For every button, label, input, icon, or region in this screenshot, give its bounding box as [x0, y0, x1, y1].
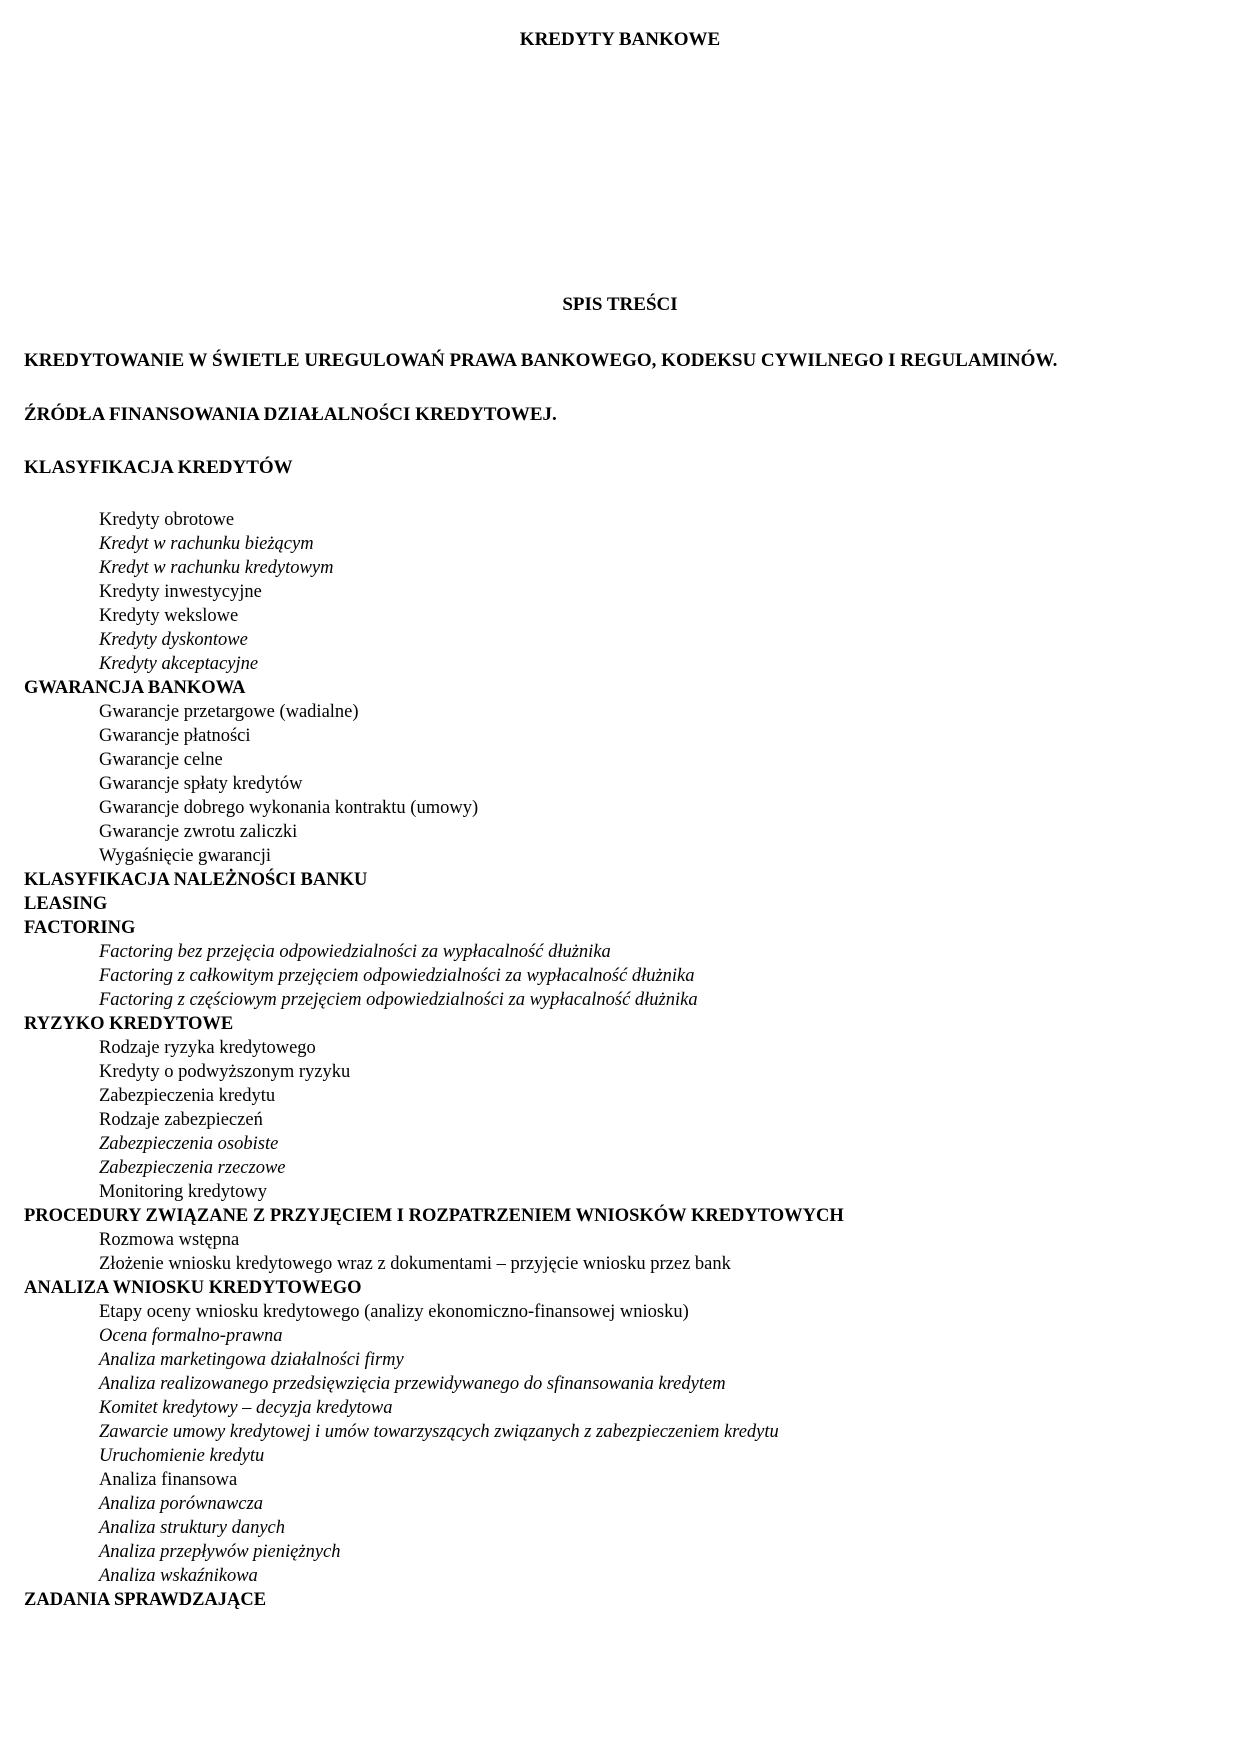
toc-section-heading: ANALIZA WNIOSKU KREDYTOWEGO — [24, 1278, 362, 1298]
document-title: KREDYTY BANKOWE — [519, 29, 721, 50]
toc-entry: Rodzaje zabezpieczeń — [99, 1110, 263, 1130]
toc-entry: Zabezpieczenia kredytu — [99, 1086, 276, 1106]
toc-section-heading: LEASING — [24, 894, 108, 914]
toc-entry: Kredyty wekslowe — [99, 606, 239, 626]
toc-entry: Kredyt w rachunku kredytowym — [99, 558, 334, 578]
toc-section-zrodla-finansowania: ŹRÓDŁA FINANSOWANIA DZIAŁALNOŚCI KREDYTOWEJ. — [24, 404, 557, 425]
toc-entry: Zawarcie umowy kredytowej i umów towarzyszących związanych z zabezpieczeniem kredytu — [99, 1422, 779, 1442]
toc-entry: Gwarancje przetargowe (wadialne) — [99, 702, 359, 722]
toc-section-heading: PROCEDURY ZWIĄZANE Z PRZYJĘCIEM I ROZPATRZENIEM WNIOSKÓW KREDYTOWYCH — [24, 1206, 844, 1226]
toc-entry: Zabezpieczenia osobiste — [99, 1134, 279, 1154]
toc-entry: Factoring z całkowitym przejęciem odpowiedzialności za wypłacalność dłużnika — [99, 966, 695, 986]
toc-entry: Analiza porównawcza — [99, 1494, 263, 1514]
toc-entry: Kredyty obrotowe — [99, 510, 235, 530]
toc-entry: Monitoring kredytowy — [99, 1182, 268, 1202]
toc-entry: Gwarancje dobrego wykonania kontraktu (umowy) — [99, 798, 479, 818]
toc-entry: Etapy oceny wniosku kredytowego (analizy ekonomiczno-finansowej wniosku) — [99, 1302, 689, 1322]
toc-entry: Kredyty dyskontowe — [99, 630, 248, 650]
toc-entry: Analiza wskaźnikowa — [99, 1566, 258, 1586]
toc-entry: Gwarancje celne — [99, 750, 223, 770]
toc-entry: Rozmowa wstępna — [99, 1230, 240, 1250]
toc-section-klasyfikacja-kredytow: KLASYFIKACJA KREDYTÓW — [24, 457, 293, 478]
toc-entry: Zabezpieczenia rzeczowe — [99, 1158, 286, 1178]
toc-entry: Gwarancje zwrotu zaliczki — [99, 822, 298, 842]
toc-entry: Wygaśnięcie gwarancji — [99, 846, 271, 866]
toc-section-heading: KLASYFIKACJA NALEŻNOŚCI BANKU — [24, 870, 368, 890]
toc-section-heading: RYZYKO KREDYTOWE — [24, 1014, 234, 1034]
toc-entry: Analiza struktury danych — [99, 1518, 286, 1538]
toc-entry: Komitet kredytowy – decyzja kredytowa — [99, 1398, 393, 1418]
toc-entry: Uruchomienie kredytu — [99, 1446, 265, 1466]
toc-entry: Kredyty akceptacyjne — [99, 654, 259, 674]
toc-entry: Rodzaje ryzyka kredytowego — [99, 1038, 316, 1058]
toc-section-kredytowanie: KREDYTOWANIE W ŚWIETLE UREGULOWAŃ PRAWA BANKOWEGO, KODEKSU CYWILNEGO I REGULAMINÓW. — [24, 350, 1058, 371]
table-of-contents-list — [24, 508, 844, 1612]
toc-entry: Analiza finansowa — [99, 1470, 238, 1490]
toc-entry: Gwarancje spłaty kredytów — [99, 774, 303, 794]
toc-entry: Analiza realizowanego przedsięwzięcia przewidywanego do sfinansowania kredytem — [99, 1374, 726, 1394]
toc-entry: Kredyt w rachunku bieżącym — [99, 534, 314, 554]
toc-heading: SPIS TREŚCI — [562, 294, 678, 315]
toc-entry: Złożenie wniosku kredytowego wraz z dokumentami – przyjęcie wniosku przez bank — [99, 1254, 731, 1274]
toc-entry: Kredyty inwestycyjne — [99, 582, 262, 602]
toc-entry: Analiza przepływów pieniężnych — [99, 1542, 341, 1562]
toc-section-heading: GWARANCJA BANKOWA — [24, 678, 246, 698]
toc-entry: Kredyty o podwyższonym ryzyku — [99, 1062, 351, 1082]
toc-entry: Analiza marketingowa działalności firmy — [99, 1350, 404, 1370]
toc-section-heading: FACTORING — [24, 918, 136, 938]
toc-entry: Ocena formalno-prawna — [99, 1326, 283, 1346]
toc-entry: Factoring z częściowym przejęciem odpowiedzialności za wypłacalność dłużnika — [99, 990, 698, 1010]
toc-entry: Gwarancje płatności — [99, 726, 251, 746]
toc-entry: Factoring bez przejęcia odpowiedzialności za wypłacalność dłużnika — [99, 942, 611, 962]
toc-section-heading: ZADANIA SPRAWDZAJĄCE — [24, 1590, 267, 1610]
